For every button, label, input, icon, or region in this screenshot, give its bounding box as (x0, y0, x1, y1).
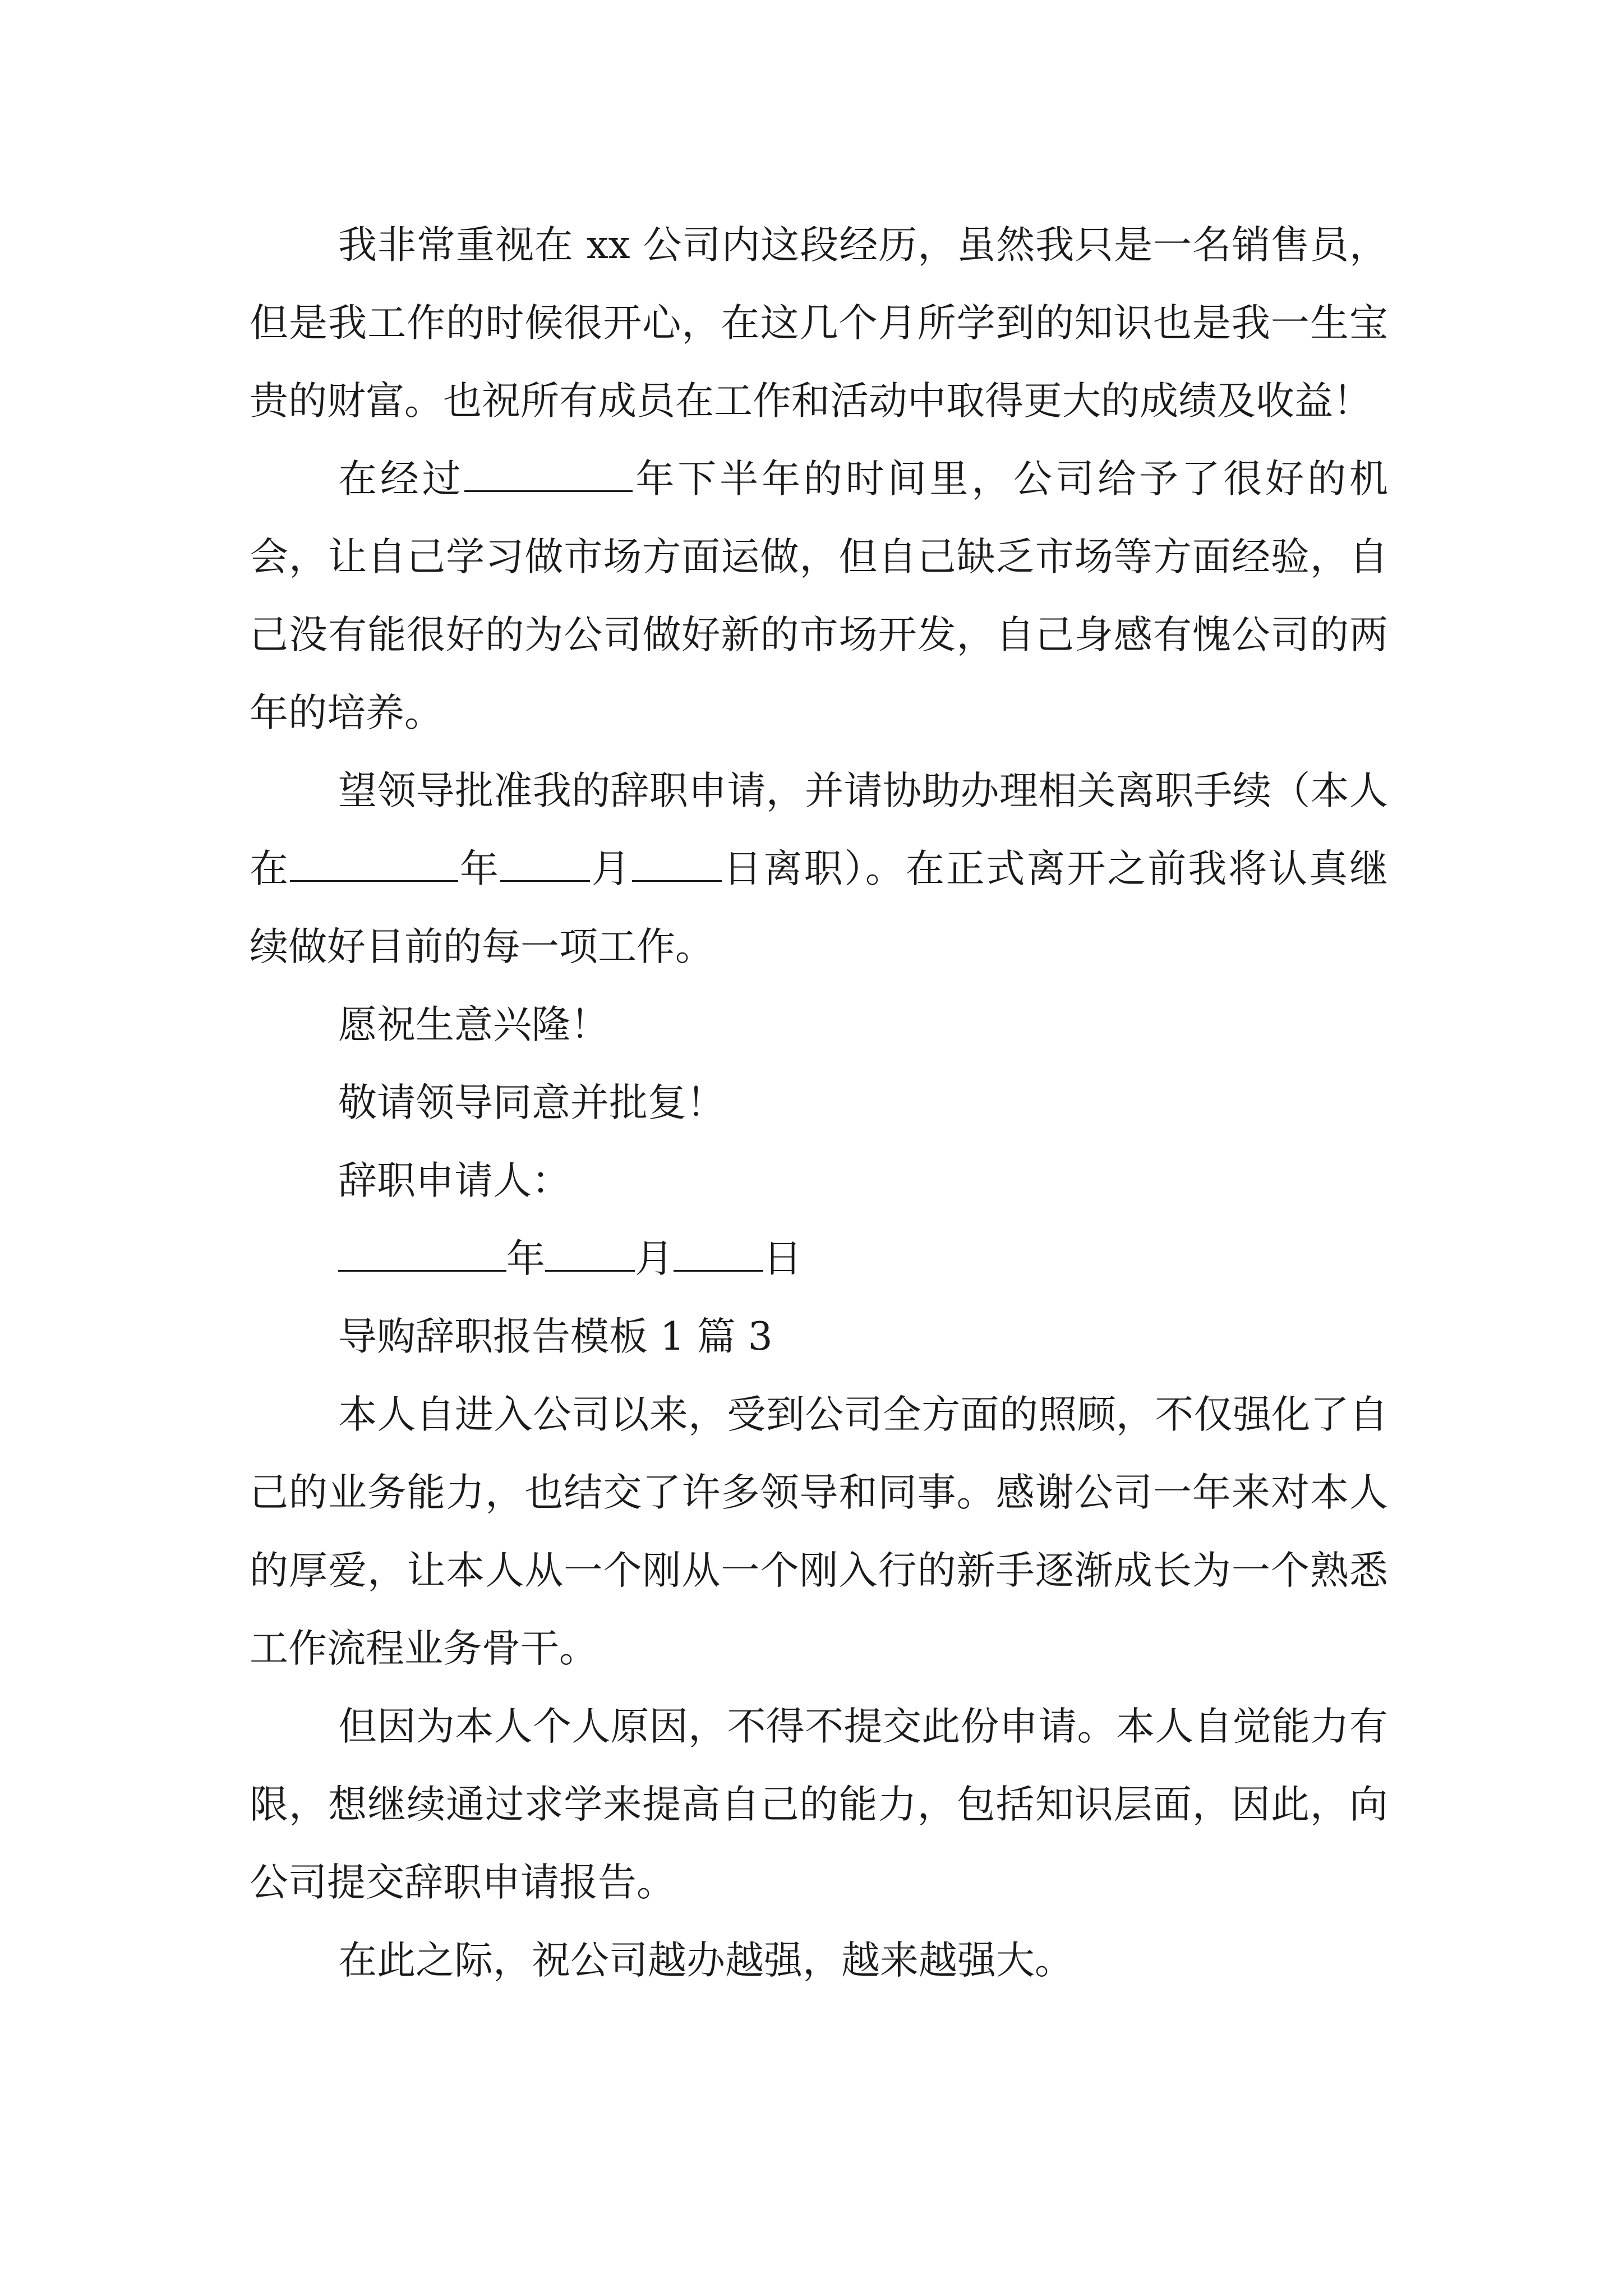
month-blank (500, 850, 590, 882)
applicant-label: 辞职申请人： (338, 1158, 570, 1203)
paragraph-text: 本人自进入公司以来，受到公司全方面的照顾，不仅强化了自己的业务能力，也结交了许多领导和同事。感谢公司一年来对本人的厚爱，让本人从一个刚从一个刚入行的新手逐渐成长为一个熟悉工作流程业务骨干。 (250, 1392, 1388, 1671)
paragraph-text: 我非常重视在 xx 公司内这段经历，虽然我只是一名销售员，但是我工作的时候很开心，在这几个月所学到的知识也是我一生宝贵的财富。也祝所有成员在工作和活动中取得更大的成绩及收益！ (250, 223, 1388, 424)
year-label: 年 (458, 846, 500, 891)
paragraph-text: 年下半年的时间里，公司给予了很好的机会，让自己学习做市场方面运做，但自己缺乏市场等方面经验，自己没有能很好的为公司做好新的市场开发，自己身感有愧公司的两年的培养。 (250, 457, 1389, 735)
month-label: 月 (635, 1236, 674, 1281)
paragraph-market-experience (250, 440, 1388, 752)
document-body (250, 206, 1388, 2000)
year-blank (464, 460, 633, 492)
paragraph-text: 敬请领导同意并批复！ (338, 1080, 725, 1125)
paragraph-text: 日离职）。在正式离开之前我将认真继续做好目前的每一项工作。 (250, 846, 1389, 969)
day-blank (674, 1240, 763, 1272)
month-blank (545, 1240, 635, 1272)
paragraph-wish (250, 986, 1388, 1064)
paragraph-text: 在此之际，祝公司越办越强，越来越强大。 (338, 1938, 1073, 1983)
paragraph-closing-wish (250, 1922, 1388, 2000)
month-label: 月 (589, 846, 632, 891)
paragraph-text: 在经过 (338, 457, 464, 501)
paragraph-reason (250, 1688, 1388, 1922)
heading-text: 导购辞职报告模板 1 篇 3 (338, 1314, 773, 1359)
section-heading (250, 1298, 1388, 1376)
date-line (250, 1220, 1388, 1298)
paragraph-text: 望领导批准我的辞职申请，并请协助办理相关离职手续（本人在 (250, 769, 1388, 891)
day-blank (632, 850, 722, 882)
day-label: 日 (763, 1236, 802, 1281)
paragraph-experience (250, 206, 1388, 440)
paragraph-resignation-request (250, 752, 1388, 986)
year-blank (290, 850, 458, 882)
year-label: 年 (506, 1236, 545, 1281)
year-blank (338, 1240, 506, 1272)
paragraph-text: 愿祝生意兴隆！ (338, 1002, 609, 1047)
paragraph-request-approval (250, 1064, 1388, 1142)
applicant-signature-line (250, 1142, 1388, 1220)
paragraph-gratitude (250, 1376, 1388, 1688)
paragraph-text: 但因为本人个人原因，不得不提交此份申请。本人自觉能力有限，想继续通过求学来提高自己的能力，包括知识层面，因此，向公司提交辞职申请报告。 (250, 1704, 1388, 1905)
